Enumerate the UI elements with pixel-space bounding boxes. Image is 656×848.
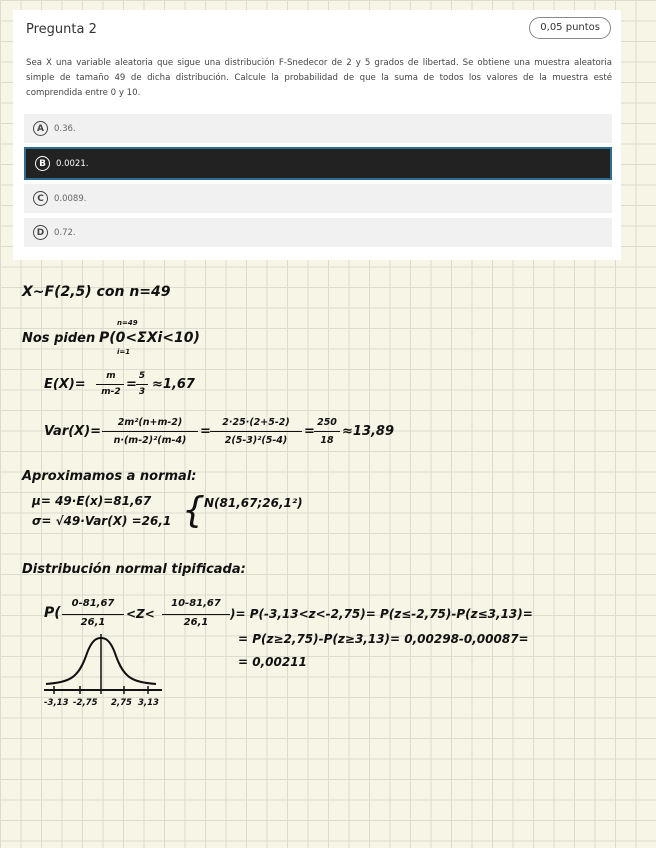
variance-eq1: =: [200, 424, 211, 439]
approx-normal: N(81,67;26,1²): [204, 496, 303, 510]
std-frac1-num: 0-81,67: [71, 598, 115, 609]
brace-icon: {: [182, 490, 205, 531]
question-card: [13, 10, 621, 260]
tick-label: -3,13: [44, 698, 69, 708]
option-letter: D: [33, 225, 48, 240]
tick-label: -2,75: [73, 698, 98, 708]
std-frac2-num: 10-81,67: [171, 598, 221, 609]
variance-frac3-num: 250: [317, 417, 337, 428]
std-frac2-den: 26,1: [183, 617, 209, 628]
sum-upper-limit: n=49: [117, 319, 138, 327]
tick-label: 2,75: [111, 698, 132, 708]
expectation-lhs: E(X)=: [44, 377, 86, 392]
option-label: 0.0089.: [54, 193, 87, 204]
option-letter: A: [33, 121, 48, 136]
std-title: Distribución normal tipificada:: [22, 562, 246, 577]
approx-mu: μ= 49·E(x)=81,67: [32, 494, 152, 508]
note-distribution: X~F(2,5) con n=49: [22, 284, 171, 300]
note-asked-prefix: Nos piden: [22, 331, 96, 346]
std-line1-rest: )= P(-3,13<z<-2,75)= P(z≤-2,75)-P(z≤3,13)=: [230, 607, 533, 621]
option-d[interactable]: [24, 218, 612, 247]
variance-lhs: Var(X)=: [44, 424, 102, 439]
sum-lower-limit: i=1: [117, 348, 131, 356]
frac-bar: [62, 614, 124, 615]
frac-bar: [136, 384, 148, 385]
approx-sigma: σ= √49·Var(X) =26,1: [32, 514, 172, 528]
question-text: Sea X una variable aleatoria que sigue una distribución F-Snedecor de 2 y 5 grados de libertad. Se obtiene una muestra aleatoria simple de tamaño 49 de dicha distribución. Calcule la probabilidad de que la suma de todos los valores de la muestra esté comprendida entre 0 y 10.: [26, 58, 612, 98]
frac-bar: [96, 384, 124, 385]
frac-bar: [162, 614, 230, 615]
std-p-open: P(: [44, 605, 61, 621]
approx-title: Aproximamos a normal:: [22, 469, 197, 484]
variance-frac3-den: 18: [320, 435, 334, 446]
tick-label: 3,13: [138, 698, 159, 708]
frac-bar: [102, 431, 198, 432]
option-label: 0.36.: [54, 123, 76, 134]
frac-bar: [314, 431, 340, 432]
variance-result: ≈13,89: [342, 424, 395, 439]
normal-curve-sketch: [40, 628, 170, 698]
option-c[interactable]: [24, 184, 612, 213]
variance-frac2-den: 2(5-3)²(5-4): [224, 435, 288, 446]
option-b[interactable]: [24, 147, 612, 180]
variance-frac2-num: 2·25·(2+5-2): [222, 417, 290, 428]
question-title: Pregunta 2: [26, 22, 97, 37]
note-asked-expr: P(0<ΣXi<10): [99, 330, 200, 346]
option-a[interactable]: [24, 114, 612, 143]
expectation-frac2-num: 5: [138, 371, 146, 381]
expectation-frac2-den: 3: [138, 387, 146, 397]
variance-eq2: =: [304, 424, 315, 439]
frac-bar: [210, 431, 302, 432]
expectation-frac1-den: m-2: [101, 387, 121, 397]
option-letter: B: [35, 156, 50, 171]
std-mid: <Z<: [126, 607, 155, 621]
expectation-frac1-num: m: [106, 371, 116, 381]
std-line3: = 0,00211: [238, 655, 307, 669]
expectation-eq: =: [126, 377, 137, 392]
option-letter: C: [33, 191, 48, 206]
option-label: 0.72.: [54, 227, 76, 238]
option-label: 0.0021.: [56, 158, 89, 169]
variance-frac1-num: 2m²(n+m-2): [117, 417, 183, 428]
expectation-result: ≈1,67: [152, 377, 195, 392]
std-frac1-den: 26,1: [80, 617, 106, 628]
variance-frac1-den: n·(m-2)²(m-4): [113, 435, 187, 446]
std-line2: = P(z≥2,75)-P(z≥3,13)= 0,00298-0,00087=: [238, 632, 529, 646]
points-badge: 0,05 puntos: [529, 17, 611, 39]
